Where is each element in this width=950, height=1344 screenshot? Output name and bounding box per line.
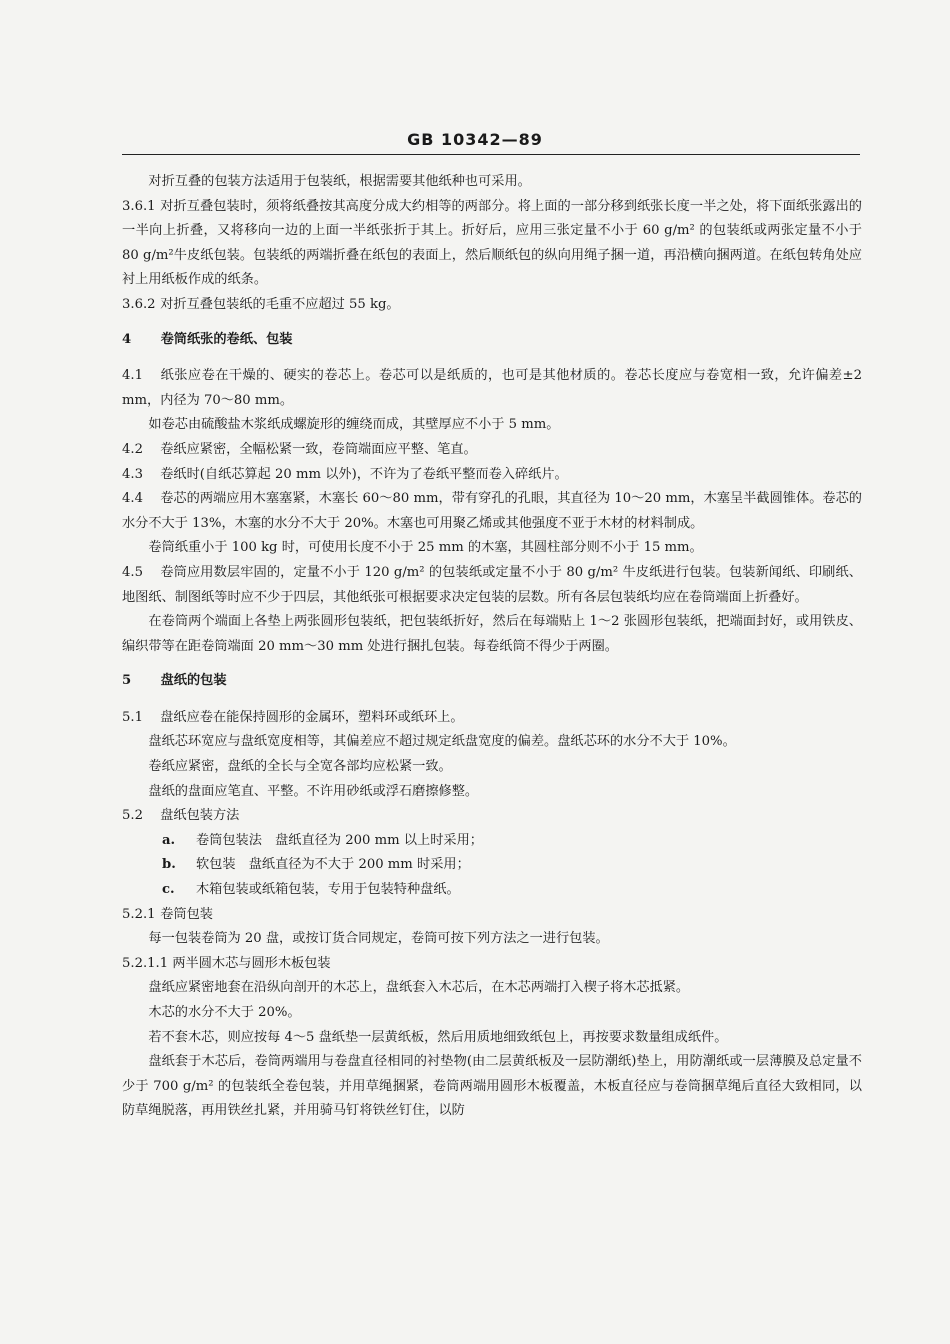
text: 两半圆木芯与圆形木板包装	[172, 955, 331, 971]
clause-number: 4	[122, 331, 132, 347]
clause-number: 5.2.1.1	[122, 955, 169, 971]
paragraph	[122, 976, 862, 1001]
text: 卷筒纸重小于 100 kg 时，可使用长度不小于 25 mm 的木塞，其圆柱部分则不小于 15 mm。	[148, 540, 703, 556]
clause-number: 5.2.1	[122, 906, 156, 922]
text: 盘纸应卷在能保持圆形的金属环，塑料环或纸环上。	[160, 709, 464, 725]
paragraph	[122, 1001, 862, 1026]
text: 如卷芯由硫酸盐木浆纸成螺旋形的缠绕而成，其壁厚应不小于 5 mm。	[148, 417, 560, 433]
text: 对折互叠包装纸的毛重不应超过 55 kg。	[160, 296, 400, 312]
clause	[122, 952, 862, 977]
clause	[122, 487, 862, 536]
text: 软包装 盘纸直径为不大于 200 mm 时采用；	[196, 857, 470, 873]
text: 卷筒包装	[160, 906, 213, 922]
text: 盘纸套于木芯后，卷筒两端用与卷盘直径相同的衬垫物(由二层黄纸板及一层防潮纸)垫上，用防潮纸或一层薄膜及总定量不少于 700 g/m² 的包装纸全卷包装，并用草绳捆紧，卷筒两端用圆形木板覆盖，木板直径应与卷筒捆草绳后直径大致相同，以防草绳脱落，再用铁丝扎紧，并用骑马钉将铁丝钉住，以防	[122, 1054, 862, 1119]
text: 对折互叠包装时，须将纸叠按其高度分成大约相等的两部分。将上面的一部分移到纸张长度一半之处，将下面纸张露出的一半向上折叠，又将移向一边的上面一半纸张折于其上。折好后，应用三张定量不小于 60 g/m² 的包装纸或两张定量不小于 80 g/m²牛皮纸包装。包装纸的两端折叠在纸包的表面上，然后顺纸包的纵向用绳子捆一道，再沿横向捆两道。在纸包转角处应衬上用纸板作成的纸条。	[122, 198, 862, 288]
text: 卷筒纸张的卷纸、包装	[160, 331, 293, 347]
paragraph	[122, 610, 862, 659]
clause-number: 4.1	[122, 368, 143, 384]
clause	[122, 903, 862, 928]
header-rule	[122, 154, 860, 155]
clause-number: 4.5	[122, 564, 143, 580]
clause-number: 5.2	[122, 808, 143, 824]
clause	[122, 463, 862, 488]
paragraph	[122, 1026, 862, 1051]
paragraph	[122, 730, 862, 755]
clause	[122, 706, 862, 731]
clause-number: 3.6.2	[122, 296, 156, 312]
clause	[122, 293, 862, 318]
text: 盘纸的包装	[160, 673, 227, 689]
text: 纸张应卷在干燥的、硬实的卷芯上。卷芯可以是纸质的，也可是其他材质的。卷芯长度应与卷宽相一致，允许偏差±2 mm，内径为 70～80 mm。	[122, 368, 863, 408]
text: 盘纸的盘面应笔直、平整。不许用砂纸或浮石磨擦修整。	[148, 783, 479, 799]
paragraph	[122, 1050, 862, 1124]
paragraph	[122, 755, 862, 780]
paragraph	[122, 170, 862, 195]
text: 木箱包装或纸箱包装，专用于包装特种盘纸。	[196, 882, 460, 898]
list-label: a.	[162, 832, 176, 848]
text: 卷纸应紧密，盘纸的全长与全宽各部均应松紧一致。	[148, 759, 452, 775]
text: 卷筒包装法 盘纸直径为 200 mm 以上时采用；	[196, 832, 483, 848]
page-header: GB 10342—89	[407, 130, 543, 149]
list-item	[122, 853, 862, 878]
clause-number: 5.1	[122, 709, 143, 725]
text: 盘纸应紧密地套在沿纵向剖开的木芯上，盘纸套入木芯后，在木芯两端打入楔子将木芯抵紧。	[148, 980, 690, 996]
clause-number: 5	[122, 673, 132, 689]
text: 盘纸包装方法	[160, 808, 240, 824]
clause-number: 3.6.1	[122, 198, 156, 214]
clause	[122, 804, 862, 829]
list-label: c.	[162, 882, 175, 898]
paragraph	[122, 780, 862, 805]
list-item	[122, 878, 862, 903]
section-heading	[122, 669, 862, 694]
text: 盘纸芯环宽应与盘纸宽度相等，其偏差应不超过规定纸盘宽度的偏差。盘纸芯环的水分不大于 10%。	[148, 734, 736, 750]
clause	[122, 364, 862, 413]
text: 木芯的水分不大于 20%。	[148, 1005, 301, 1020]
paragraph	[122, 413, 862, 438]
clause-number: 4.3	[122, 466, 143, 482]
text: 对折互叠的包装方法适用于包装纸，根据需要其他纸种也可采用。	[148, 174, 531, 189]
document-body	[122, 170, 862, 1124]
clause-number: 4.2	[122, 441, 143, 457]
text: 每一包装卷筒为 20 盘，或按订货合同规定，卷筒可按下列方法之一进行包装。	[148, 931, 609, 947]
list-label: b.	[162, 857, 176, 873]
clause	[122, 438, 862, 463]
clause	[122, 561, 862, 610]
list-item	[122, 829, 862, 854]
clause-number: 4.4	[122, 491, 143, 507]
paragraph	[122, 536, 862, 561]
text: 卷芯的两端应用木塞塞紧，木塞长 60～80 mm，带有穿孔的孔眼，其直径为 10～20 mm，木塞呈半截圆锥体。卷芯的水分不大于 13%，木塞的水分不大于 20%。木塞也可用聚乙烯或其他强度不亚于木材的材料制成。	[122, 491, 862, 531]
section-heading	[122, 328, 862, 353]
text: 卷纸时(自纸芯算起 20 mm 以外)，不许为了卷纸平整而卷入碎纸片。	[160, 466, 568, 482]
text: 卷筒应用数层牢固的，定量不小于 120 g/m² 的包装纸或定量不小于 80 g/m² 牛皮纸进行包装。包装新闻纸、印刷纸、地图纸、制图纸等时应不少于四层，其他纸张可根据要求决定包装的层数。所有各层包装纸均应在卷筒端面上折叠好。	[122, 564, 862, 605]
text: 在卷筒两个端面上各垫上两张圆形包装纸，把包装纸折好，然后在每端贴上 1～2 张圆形包装纸，把端面封好，或用铁皮、编织带等在距卷筒端面 20 mm～30 mm 处进行捆扎包装。每卷纸筒不得少于两圈。	[122, 614, 862, 654]
clause	[122, 195, 862, 293]
paragraph	[122, 927, 862, 952]
text: 若不套木芯，则应按每 4～5 盘纸垫一层黄纸板，然后用质地细致纸包上，再按要求数量组成纸件。	[148, 1029, 728, 1045]
text: 卷纸应紧密，全幅松紧一致，卷筒端面应平整、笔直。	[160, 441, 477, 457]
